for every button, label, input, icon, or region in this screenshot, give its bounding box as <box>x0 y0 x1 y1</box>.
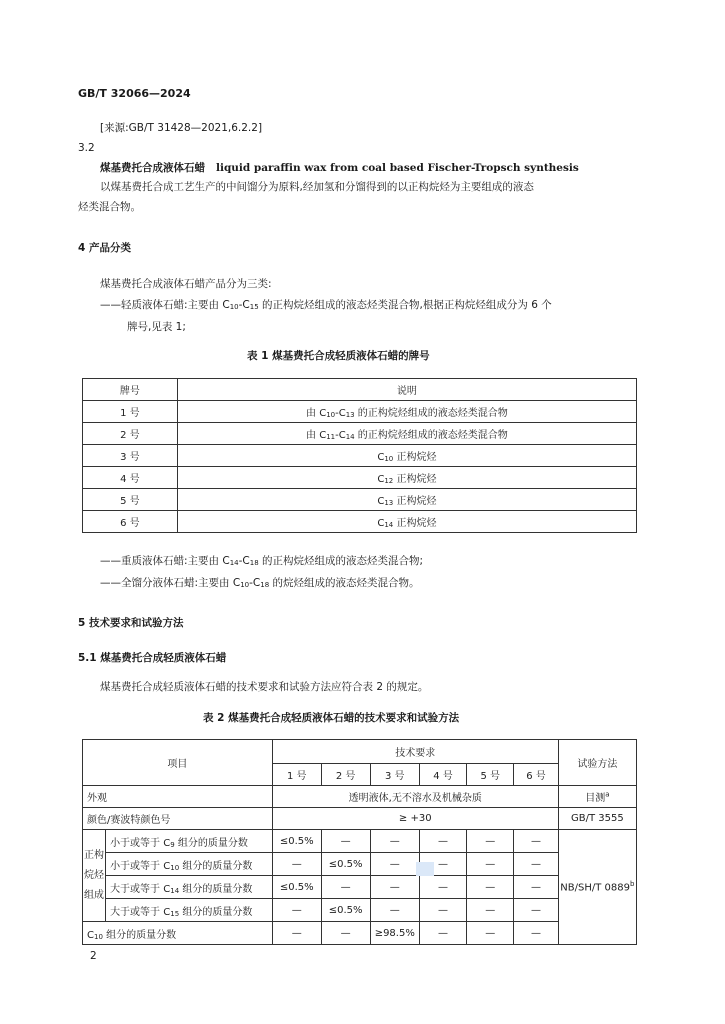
group-method: NB/SH/T 0889$^b$ <box>558 830 636 945</box>
page-number: 2 <box>90 950 97 962</box>
section-5-1-intro: 煤基费托合成轻质液体石蜡的技术要求和试验方法应符合表 2 的规定。 <box>100 681 429 693</box>
table1-caption: 表 1 煤基费托合成轻质液体石蜡的牌号 <box>247 350 430 362</box>
section-4-intro: 煤基费托合成液体石蜡产品分为三类: <box>100 278 272 290</box>
table-row: 正构 烷烃 组成 小于或等于 $C_9$ 组分的质量分数 ≤0.5% — — — — — NB/SH/T 0889$^b$ <box>83 830 637 853</box>
row-appearance-value: 透明液体,无不溶水及机械杂质 <box>272 786 558 808</box>
row-color-method: GB/T 3555 <box>558 808 636 830</box>
table-row <box>83 786 637 808</box>
table2-header-item: 项目 <box>83 740 273 786</box>
term-definition-line1: 以煤基费托合成工艺生产的中间馏分为原料,经加氢和分馏得到的以正构烷烃为主要组成的液态 <box>100 181 534 193</box>
table2-header-method: 试验方法 <box>558 740 636 786</box>
row-color-label: 颜色/赛波特颜色号 <box>83 808 273 830</box>
table1 <box>82 378 637 533</box>
selection-highlight <box>416 862 434 876</box>
table2-grade-2: 2 号 <box>321 764 370 786</box>
table2-grade-5: 5 号 <box>467 764 514 786</box>
table2-grade-3: 3 号 <box>370 764 419 786</box>
row-color-value: ≥ +30 <box>272 808 558 830</box>
list-item-full-wax: ——全馏分液体石蜡:主要由 $C_{10}-C_{18}$ 的烷烃组成的液态烃类混合物。 <box>100 577 420 589</box>
list-item-heavy-wax: ——重质液体石蜡:主要由 $C_{14}-C_{18}$ 的正构烷烃组成的液态烃类混合物; <box>100 555 424 567</box>
table-row: $C_{10}$ 组分的质量分数 — — ≥98.5% — — — <box>83 922 637 945</box>
row-appearance-label: 外观 <box>83 786 273 808</box>
table-row: 5 号 $C_{13}$ 正构烷烃 <box>83 489 637 511</box>
table2-caption: 表 2 煤基费托合成轻质液体石蜡的技术要求和试验方法 <box>203 712 460 724</box>
section-4-heading: 4 产品分类 <box>78 242 131 254</box>
table2 <box>82 739 637 945</box>
group-label: 正构 烷烃 组成 <box>83 830 106 922</box>
section-5-heading: 5 技术要求和试验方法 <box>78 617 184 629</box>
table-row: 4 号 $C_{12}$ 正构烷烃 <box>83 467 637 489</box>
section-5-1-heading: 5.1 煤基费托合成轻质液体石蜡 <box>78 652 227 664</box>
row-appearance-method: 目测$^a$ <box>558 786 636 808</box>
table2-header-requirements: 技术要求 <box>272 740 558 764</box>
table-row: 6 号 $C_{14}$ 正构烷烃 <box>83 511 637 533</box>
table-row: 小于或等于 $C_{10}$ 组分的质量分数 — ≤0.5% — — — — <box>83 853 637 876</box>
table-row: 1 号 由 $C_{10}-C_{13}$ 的正构烷烃组成的液态烃类混合物 <box>83 401 637 423</box>
list-item-light-wax-line2: 牌号,见表 1; <box>127 321 186 333</box>
term-title <box>100 160 579 175</box>
standard-code-header: GB/T 32066—2024 <box>78 87 191 100</box>
term-title-en: liquid paraffin wax from coal based Fischer-Tropsch synthesis <box>215 162 579 174</box>
table-row: 大于或等于 $C_{14}$ 组分的质量分数 ≤0.5% — — — — — <box>83 876 637 899</box>
table-row: 大于或等于 $C_{15}$ 组分的质量分数 — ≤0.5% — — — — <box>83 899 637 922</box>
table1-header-grade: 牌号 <box>83 379 178 401</box>
list-item-light-wax: ——轻质液体石蜡:主要由 $C_{10}-C_{15}$ 的正构烷烃组成的液态烃类混合物,根据正构烷烃组成分为 6 个 <box>100 299 552 311</box>
table2-grade-4: 4 号 <box>419 764 466 786</box>
table-row: 3 号 $C_{10}$ 正构烷烃 <box>83 445 637 467</box>
term-definition-line2: 烃类混合物。 <box>78 201 141 213</box>
table-row: 2 号 由 $C_{11}-C_{14}$ 的正构烷烃组成的液态烃类混合物 <box>83 423 637 445</box>
term-title-cn: 煤基费托合成液体石蜡 <box>100 162 205 174</box>
table2-grade-1: 1 号 <box>272 764 321 786</box>
table-row <box>83 808 637 830</box>
table2-grade-6: 6 号 <box>514 764 558 786</box>
table1-header-desc: 说明 <box>177 379 636 401</box>
source-reference: [来源:GB/T 31428—2021,6.2.2] <box>100 122 263 134</box>
term-number: 3.2 <box>78 142 95 154</box>
